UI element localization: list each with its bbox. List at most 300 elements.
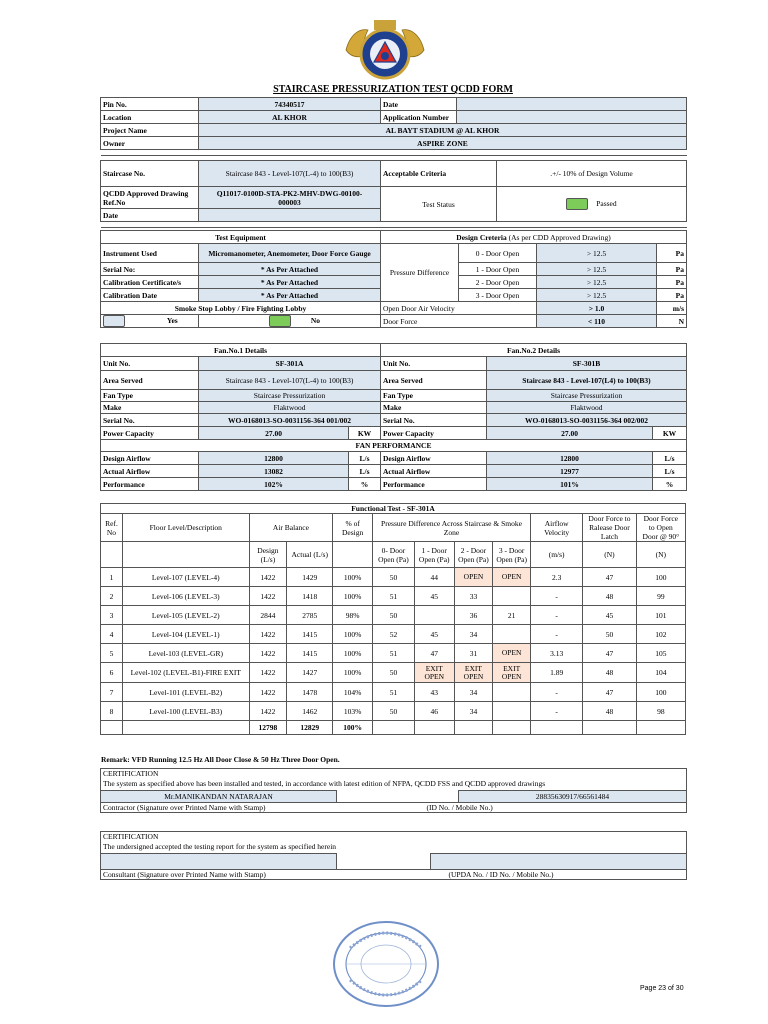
door0-value: > 12.5 <box>537 244 657 263</box>
cert2-gap <box>337 853 431 869</box>
fan2-perf-value: 101% <box>487 478 653 491</box>
fan1-power-value: 27.00 <box>199 427 349 440</box>
lobby-no-cell <box>199 315 381 328</box>
design-criteria-title: Design Creteria <box>456 232 507 242</box>
serial-value: * As Per Attached <box>199 263 381 276</box>
fan2-area-label: Area Served <box>381 371 487 390</box>
door3-unit: Pa <box>657 289 687 302</box>
table-row <box>101 568 686 587</box>
sub-n2: (N) <box>636 542 685 568</box>
details-date-value <box>199 209 381 222</box>
sub-blank-pct <box>333 542 373 568</box>
fan1-power-label: Power Capacity <box>101 427 199 440</box>
velocity-unit: m/s <box>657 302 687 315</box>
consultant-name <box>101 853 337 869</box>
cell-pct: 100% <box>333 644 373 663</box>
pin-label: Pin No. <box>101 98 199 111</box>
cell-d2: OPEN <box>454 568 493 587</box>
cell-d2: 33 <box>454 587 493 606</box>
fan2-type-value: Staircase Pressurization <box>487 390 687 402</box>
criteria-label: Acceptable Criteria <box>381 161 497 187</box>
fan2-serial-label: Serial No. <box>381 414 487 427</box>
sub-d0-line1: 0- Door <box>381 545 406 555</box>
cell-vel: - <box>530 587 582 606</box>
fan2-power-unit: KW <box>653 427 687 440</box>
cell-actual: 1418 <box>287 587 333 606</box>
status-cell <box>497 187 687 222</box>
fan1-header: Fan.No.1 Details <box>101 344 381 357</box>
cell-ref: 6 <box>101 663 123 683</box>
cell-release: 48 <box>583 702 636 721</box>
cell-vel: - <box>530 625 582 644</box>
sub-d1-line2: Open (Pa) <box>418 554 450 564</box>
fan2-make-label: Make <box>381 402 487 414</box>
cell-release: 47 <box>583 644 636 663</box>
fan2-actual-label: Actual Airflow <box>381 465 487 478</box>
total-blank <box>454 721 493 735</box>
date-label: Date <box>381 98 457 111</box>
cell-floor: Level-105 (LEVEL-2) <box>122 606 249 625</box>
total-blank <box>493 721 531 735</box>
fan1-area-label: Area Served <box>101 371 199 390</box>
cell-pct: 100% <box>333 568 373 587</box>
company-stamp <box>330 918 442 1010</box>
fan2-design-unit: L/s <box>653 452 687 465</box>
instrument-value: Micromanometer, Anemometer, Door Force Gauge <box>199 244 381 263</box>
fan1-unit-label: Unit No. <box>101 357 199 371</box>
cell-d3: OPEN <box>493 568 531 587</box>
contractor-id-label: (ID No. / Mobile No.) <box>337 802 687 812</box>
owner-value: ASPIRE ZONE <box>199 137 687 150</box>
sub-blank-floor <box>122 542 249 568</box>
fan1-actual-value: 13082 <box>199 465 349 478</box>
cell-d0: 51 <box>373 587 415 606</box>
col-airflow-line2: Velocity <box>544 527 570 537</box>
cell-d0: 52 <box>373 625 415 644</box>
fan2-unit-label: Unit No. <box>381 357 487 371</box>
fan1-actual-label: Actual Airflow <box>101 465 199 478</box>
location-label: Location <box>101 111 199 124</box>
fan1-design-unit: L/s <box>349 452 381 465</box>
spacer <box>101 150 687 156</box>
fan2-power-value: 27.00 <box>487 427 653 440</box>
fan2-make-value: Flaktwood <box>487 402 687 414</box>
sub-d1-line1: 1 - Door <box>421 545 447 555</box>
sub-d3-line1: 3 - Door <box>498 545 525 555</box>
col-pressure: Pressure Difference Across Staircase & Smoke Zone <box>373 514 531 542</box>
design-criteria-note: (As per CDD Approved Drawing) <box>508 232 611 242</box>
location-value: AL KHOR <box>199 111 381 124</box>
cell-d1: 45 <box>414 625 454 644</box>
status-value: Passed <box>596 198 617 208</box>
cell-open: 100 <box>636 568 685 587</box>
force-value: < 110 <box>537 315 657 328</box>
instrument-label: Instrument Used <box>101 244 199 263</box>
sub-design-line1: Design <box>257 545 279 555</box>
cert1-title: CERTIFICATION <box>101 769 687 779</box>
cell-d2: 34 <box>454 702 493 721</box>
cert2-title: CERTIFICATION <box>101 832 687 842</box>
col-design-pct <box>333 514 373 542</box>
sub-d2 <box>454 542 493 568</box>
door1-label: 1 - Door Open <box>459 263 537 276</box>
cell-open: 101 <box>636 606 685 625</box>
cell-vel: 1.89 <box>530 663 582 683</box>
certification-contractor <box>100 768 687 813</box>
cell-d3 <box>493 683 531 702</box>
pin-value: 74340517 <box>199 98 381 111</box>
cell-pct: 98% <box>333 606 373 625</box>
col-ref-line2: No <box>106 527 117 537</box>
cell-ref: 4 <box>101 625 123 644</box>
cell-open: 104 <box>636 663 685 683</box>
sub-d3-line2: Open (Pa) <box>496 554 527 564</box>
cell-d3: OPEN <box>493 644 531 663</box>
cell-vel: - <box>530 683 582 702</box>
fan1-make-label: Make <box>101 402 199 414</box>
cell-d2: 34 <box>454 683 493 702</box>
application-label: Application Number <box>381 111 457 124</box>
table-row <box>101 606 686 625</box>
fan1-perf-value: 102% <box>199 478 349 491</box>
fan2-area-value: Staircase 843 - Level-107(L4) to 100(B3) <box>487 371 687 390</box>
caldate-label: Calibration Date <box>101 289 199 302</box>
col-air-balance: Air Balance <box>249 514 333 542</box>
total-pct: 100% <box>333 721 373 735</box>
cell-release: 47 <box>583 568 636 587</box>
details-date-label: Date <box>101 209 199 222</box>
date-value <box>457 98 687 111</box>
sub-d2-line1: 2 - Door <box>460 545 487 555</box>
cell-open: 99 <box>636 587 685 606</box>
lobby-yes-checkbox[interactable] <box>103 315 125 327</box>
col-design-pct-line2: Design <box>342 527 364 537</box>
cell-pct: 104% <box>333 683 373 702</box>
cell-release: 50 <box>583 625 636 644</box>
cell-d0: 51 <box>373 644 415 663</box>
cell-d0: 50 <box>373 568 415 587</box>
cell-pct: 100% <box>333 587 373 606</box>
fan2-perf-label: Performance <box>381 478 487 491</box>
cell-design: 1422 <box>249 568 287 587</box>
total-blank <box>530 721 582 735</box>
cell-vel: - <box>530 606 582 625</box>
remark: Remark: VFD Running 12.5 Hz All Door Close & 50 Hz Three Door Open. <box>101 755 340 764</box>
cell-design: 2844 <box>249 606 287 625</box>
fan1-perf-unit: % <box>349 478 381 491</box>
fan2-design-label: Design Airflow <box>381 452 487 465</box>
fan-performance-header: FAN PERFORMANCE <box>101 440 687 452</box>
page-number: Page 23 of 30 <box>640 985 684 992</box>
sub-blank-ref <box>101 542 123 568</box>
cell-d1: 47 <box>414 644 454 663</box>
door0-unit: Pa <box>657 244 687 263</box>
fan1-type-value: Staircase Pressurization <box>199 390 381 402</box>
design-criteria-header <box>381 231 687 244</box>
fan2-actual-unit: L/s <box>653 465 687 478</box>
cell-vel: 2.3 <box>530 568 582 587</box>
consultant-sig-label: Consultant (Signature over Printed Name with Stamp) <box>101 869 337 879</box>
cell-actual: 1415 <box>287 625 333 644</box>
cell-floor: Level-101 (LEVEL-B2) <box>122 683 249 702</box>
fan1-design-label: Design Airflow <box>101 452 199 465</box>
cell-pct: 100% <box>333 663 373 683</box>
cell-release: 48 <box>583 663 636 683</box>
drawing-value <box>199 187 381 209</box>
cell-actual: 1478 <box>287 683 333 702</box>
door2-unit: Pa <box>657 276 687 289</box>
cell-d3 <box>493 702 531 721</box>
cell-d1: 44 <box>414 568 454 587</box>
force-label: Door Force <box>381 315 537 328</box>
status-label: Test Status <box>381 187 497 222</box>
cell-pct: 100% <box>333 625 373 644</box>
cell-open: 98 <box>636 702 685 721</box>
col-open <box>636 514 685 542</box>
cell-d2: 36 <box>454 606 493 625</box>
fan1-serial-value: WO-0168013-SO-0031156-364 001/002 <box>199 414 381 427</box>
fan2-actual-value: 12977 <box>487 465 653 478</box>
project-label: Project Name <box>101 124 199 137</box>
serial-label: Serial No: <box>101 263 199 276</box>
col-airflow-line1: Airflow <box>544 518 569 528</box>
criteria-value: .+/- 10% of Design Volume <box>497 161 687 187</box>
col-floor: Floor Level/Description <box>122 514 249 542</box>
fan1-perf-label: Performance <box>101 478 199 491</box>
lobby-yes-cell <box>101 315 199 328</box>
cell-d1 <box>414 606 454 625</box>
cell-release: 45 <box>583 606 636 625</box>
cell-d2: 34 <box>454 625 493 644</box>
sub-design-line2: (L/s) <box>260 554 276 564</box>
fan1-area-value: Staircase 843 - Level-107(L-4) to 100(B3) <box>199 371 381 390</box>
cell-ref: 1 <box>101 568 123 587</box>
cell-vel: - <box>530 702 582 721</box>
table-row <box>101 587 686 606</box>
cell-actual: 1415 <box>287 644 333 663</box>
sub-actual: Actual (L/s) <box>287 542 333 568</box>
cell-d0: 50 <box>373 663 415 683</box>
cell-actual: 1462 <box>287 702 333 721</box>
sub-d2-line2: Open (Pa) <box>458 554 489 564</box>
table-row <box>101 683 686 702</box>
total-blank <box>414 721 454 735</box>
drawing-value-line2: 000003 <box>278 197 301 207</box>
cell-d1: EXIT OPEN <box>414 663 454 683</box>
col-release-line2: Ralease Door <box>589 523 630 532</box>
cell-d0: 51 <box>373 683 415 702</box>
fan1-unit-value: SF-301A <box>199 357 381 371</box>
col-ref <box>101 514 123 542</box>
application-value <box>457 111 687 124</box>
cell-floor: Level-107 (LEVEL-4) <box>122 568 249 587</box>
cert1-text: The system as specified above has been installed and tested, in accordance with latest edition of NFPA, QCDD FSS and QCDD approved drawings <box>101 778 687 790</box>
drawing-value-line1: Q11017-0100D-STA-PK2-MHV-DWG-00100- <box>216 188 363 198</box>
total-blank-floor <box>122 721 249 735</box>
lobby-no-checkbox[interactable] <box>269 315 291 327</box>
cell-ref: 5 <box>101 644 123 663</box>
cell-d0: 50 <box>373 606 415 625</box>
cell-d1: 46 <box>414 702 454 721</box>
cell-open: 102 <box>636 625 685 644</box>
col-release <box>583 514 636 542</box>
owner-label: Owner <box>101 137 199 150</box>
cell-d2: 31 <box>454 644 493 663</box>
form-title: STAIRCASE PRESSURIZATION TEST QCDD FORM <box>273 84 513 95</box>
total-blank <box>583 721 636 735</box>
cell-d3: 21 <box>493 606 531 625</box>
door3-label: 3 - Door Open <box>459 289 537 302</box>
velocity-value: > 1.0 <box>537 302 657 315</box>
sub-ms: (m/s) <box>530 542 582 568</box>
lobby-yes-label: Yes <box>166 315 178 325</box>
criteria-table <box>100 160 687 228</box>
equipment-table <box>100 230 687 328</box>
cell-d1: 43 <box>414 683 454 702</box>
table-row <box>101 663 686 683</box>
cell-d3 <box>493 587 531 606</box>
cell-design: 1422 <box>249 625 287 644</box>
cell-actual: 1427 <box>287 663 333 683</box>
project-value: AL BAYT STADIUM @ AL KHOR <box>199 124 687 137</box>
sub-d3 <box>493 542 531 568</box>
functional-header: Functional Test - SF-301A <box>101 504 686 514</box>
fan2-header: Fan.No.2 Details <box>381 344 687 357</box>
door1-unit: Pa <box>657 263 687 276</box>
cell-ref: 2 <box>101 587 123 606</box>
sub-d1 <box>414 542 454 568</box>
door1-value: > 12.5 <box>537 263 657 276</box>
fan1-design-value: 12800 <box>199 452 349 465</box>
total-blank-ref <box>101 721 123 735</box>
cell-floor: Level-103 (LEVEL-GR) <box>122 644 249 663</box>
fan-table <box>100 343 687 491</box>
total-actual: 12829 <box>287 721 333 735</box>
cell-design: 1422 <box>249 587 287 606</box>
total-design: 12798 <box>249 721 287 735</box>
contractor-sig-label: Contractor (Signature over Printed Name with Stamp) <box>101 802 337 812</box>
drawing-label-line1: QCDD Approved Drawing <box>103 188 189 198</box>
fan2-unit-value: SF-301B <box>487 357 687 371</box>
civil-defence-logo <box>338 16 432 86</box>
cell-release: 48 <box>583 587 636 606</box>
door2-label: 2 - Door Open <box>459 276 537 289</box>
lobby-no-label: No <box>310 315 321 325</box>
cert2-text: The undersigned accepted the testing report for the system as specified herein <box>101 841 687 853</box>
spacer <box>101 222 687 228</box>
door3-value: > 12.5 <box>537 289 657 302</box>
force-unit: N <box>657 315 687 328</box>
cell-floor: Level-106 (LEVEL-3) <box>122 587 249 606</box>
certification-consultant <box>100 831 687 880</box>
staircase-value: Staircase 843 - Level-107(L-4) to 100(B3) <box>199 161 381 187</box>
fan2-type-label: Fan Type <box>381 390 487 402</box>
fan2-power-label: Power Capacity <box>381 427 487 440</box>
col-open-line3: Door @ 90° <box>642 532 680 541</box>
fan1-type-label: Fan Type <box>101 390 199 402</box>
table-row <box>101 644 686 663</box>
fan1-make-value: Flaktwood <box>199 402 381 414</box>
fan2-perf-unit: % <box>653 478 687 491</box>
fan1-actual-unit: L/s <box>349 465 381 478</box>
cert1-gap <box>337 790 459 802</box>
pressure-diff-label: Pressure Difference <box>381 244 459 302</box>
table-row <box>101 702 686 721</box>
cell-design: 1422 <box>249 663 287 683</box>
fan2-serial-value: WO-0168013-SO-0031156-364 002/002 <box>487 414 687 427</box>
cell-d1: 45 <box>414 587 454 606</box>
calcert-label: Calibration Certificate/s <box>101 276 199 289</box>
cell-floor: Level-104 (LEVEL-1) <box>122 625 249 644</box>
lobby-label: Smoke Stop Lobby / Fire Fighting Lobby <box>101 302 381 315</box>
cell-ref: 8 <box>101 702 123 721</box>
velocity-label: Open Door Air Velocity <box>381 302 537 315</box>
sub-d0 <box>373 542 415 568</box>
cell-design: 1422 <box>249 702 287 721</box>
cell-release: 47 <box>583 683 636 702</box>
staircase-label: Staircase No. <box>101 161 199 187</box>
contractor-id: 28835630917/66561484 <box>459 790 687 802</box>
cell-pct: 103% <box>333 702 373 721</box>
cell-actual: 1429 <box>287 568 333 587</box>
fan1-serial-label: Serial No. <box>101 414 199 427</box>
cell-open: 100 <box>636 683 685 702</box>
total-blank <box>373 721 415 735</box>
col-design-pct-line1: % of <box>345 518 360 528</box>
contractor-name: Mr.MANIKANDAN NATARAJAN <box>101 790 337 802</box>
cell-design: 1422 <box>249 644 287 663</box>
consultant-id <box>431 853 687 869</box>
col-release-line3: Latch <box>600 532 618 541</box>
sub-n1: (N) <box>583 542 636 568</box>
sub-design <box>249 542 287 568</box>
fan2-design-value: 12800 <box>487 452 653 465</box>
col-open-line2: to Open <box>648 523 673 532</box>
caldate-value: * As Per Attached <box>199 289 381 302</box>
cell-ref: 7 <box>101 683 123 702</box>
cell-design: 1422 <box>249 683 287 702</box>
cell-d3: EXIT OPEN <box>493 663 531 683</box>
consultant-id-label: (UPDA No. / ID No. / Mobile No.) <box>337 869 687 879</box>
col-ref-line1: Ref. <box>105 518 118 528</box>
sub-d0-line2: Open (Pa) <box>378 554 409 564</box>
cell-ref: 3 <box>101 606 123 625</box>
fan1-power-unit: KW <box>349 427 381 440</box>
cell-d3 <box>493 625 531 644</box>
col-open-line1: Door Force <box>643 514 678 523</box>
cell-open: 105 <box>636 644 685 663</box>
col-release-line1: Door Force to <box>588 514 631 523</box>
door2-value: > 12.5 <box>537 276 657 289</box>
calcert-value: * As Per Attached <box>199 276 381 289</box>
col-airflow <box>530 514 582 542</box>
drawing-label-line2: Ref.No <box>103 197 126 207</box>
passed-checkbox[interactable] <box>566 198 588 210</box>
info-table <box>100 97 687 156</box>
test-equipment-header: Test Equipment <box>101 231 381 244</box>
cell-floor: Level-100 (LEVEL-B3) <box>122 702 249 721</box>
cell-actual: 2785 <box>287 606 333 625</box>
cell-vel: 3.13 <box>530 644 582 663</box>
cell-floor: Level-102 (LEVEL-B1)-FIRE EXIT <box>122 663 249 683</box>
table-row <box>101 625 686 644</box>
total-blank <box>636 721 685 735</box>
door0-label: 0 - Door Open <box>459 244 537 263</box>
drawing-label <box>101 187 199 209</box>
cell-d0: 50 <box>373 702 415 721</box>
cell-d2: EXIT OPEN <box>454 663 493 683</box>
functional-test-table <box>100 503 686 735</box>
